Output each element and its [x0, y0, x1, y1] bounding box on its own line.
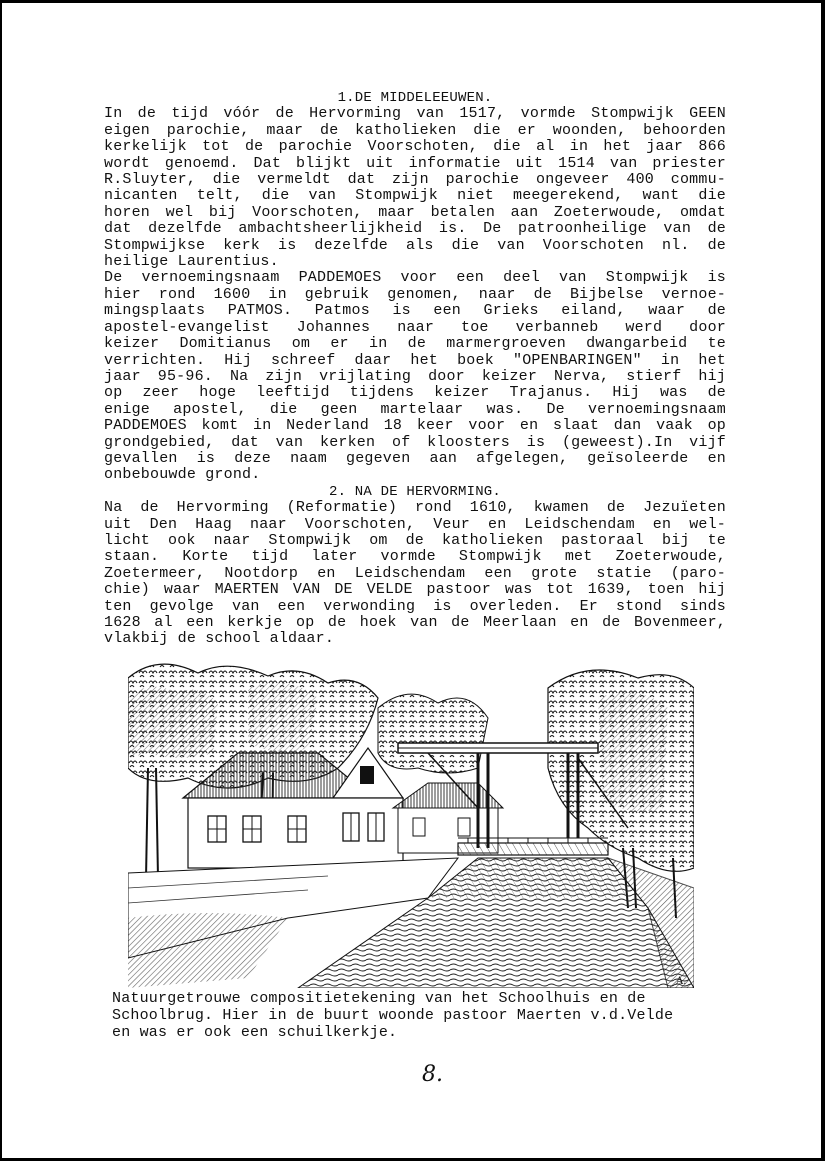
- text-line: 1628 al een kerkje op de hoek van de Meerlaan en de Bovenmeer,: [104, 614, 726, 631]
- text-line: grondgebied, dat van kerken of kloosters is (geweest).In vijf: [104, 433, 726, 451]
- text-line: horen wel bij Voorschoten, maar betalen aan Zoeterwoude, omdat: [104, 203, 726, 221]
- text-line: dat dezelfde ambachtsheerlijkheid is. De patroonheilige van de: [104, 220, 726, 238]
- text-line: mingsplaats PATMOS. Patmos is een Grieks eiland, waar de: [104, 302, 726, 320]
- artist-signature: A.: [676, 976, 687, 987]
- text-line: eigen parochie, maar de katholieken die er woonden, behoorden: [104, 121, 726, 139]
- text-line: vlakbij de school aldaar.: [104, 630, 335, 648]
- text-line: De vernoemingsnaam PADDEMOES voor een deel van Stompwijk is: [104, 269, 726, 287]
- text-line: Zoetermeer, Nootdorp en Leidschendam een grote statie (paro-: [104, 564, 726, 582]
- article-text: [104, 90, 726, 648]
- page-border-left: [0, 0, 2, 1161]
- text-line: op zeer hoge leeftijd tijdens keizer Trajanus. Hij was de: [104, 384, 726, 402]
- text-line: heilige Laurentius.: [104, 253, 279, 271]
- caption-line: en was er ook een schuilkerkje.: [112, 1024, 398, 1041]
- caption-line: Schoolbrug. Hier in de buurt woonde pastoor Maerten v.d.Velde: [112, 1007, 674, 1024]
- caption-line: Natuurgetrouwe compositietekening van het Schoolhuis en de: [112, 990, 646, 1007]
- tree-cluster-right: [548, 670, 694, 871]
- text-line: chie) waar MAERTEN VAN DE VELDE pastoor was tot 1639, toen hij: [104, 581, 726, 599]
- page-border-right: [821, 0, 825, 1161]
- text-line: wordt genoemd. Dat blijkt uit informatie uit 1514 van priester: [104, 154, 726, 172]
- illustration-caption: [112, 990, 712, 1041]
- text-line: onbebouwde grond.: [104, 466, 261, 484]
- text-line: keizer Domitianus om er in de marmergroeven dwangarbeid te: [104, 335, 726, 353]
- section-body-middeleeuwen: [104, 106, 726, 483]
- tree-cluster-center: [378, 694, 488, 773]
- text-line: R.Sluyter, die vermeldt dat zijn parochie ongeveer 400 commu-: [104, 171, 726, 189]
- text-line: apostel-evangelist Johannes naar toe verbanneb werd door: [104, 318, 726, 336]
- text-line: Na de Hervorming (Reformatie) rond 1610, kwamen de Jezuïeten: [104, 499, 726, 517]
- text-line: In de tijd vóór de Hervorming van 1517, vormde Stompwijk GEEN: [104, 105, 726, 123]
- text-line: kerkelijk tot de parochie Voorschoten, die al in het jaar 866: [104, 138, 726, 156]
- section-heading-na-de-hervorming: 2. NA DE HERVORMING.: [328, 483, 502, 500]
- page-border-top: [0, 0, 825, 3]
- text-line: staan. Korte tijd later vormde Stompwijk met Zoeterwoude,: [104, 548, 726, 566]
- text-line: enige apostel, die geen martelaar was. De vernoemingsnaam: [104, 400, 726, 418]
- text-line: gevallen is deze naam gegeven aan afgelegen, geïsoleerde en: [104, 449, 726, 467]
- text-line: uit Den Haag naar Voorschoten, Veur en Leidschendam en wel-: [104, 515, 726, 533]
- text-line: Stompwijkse kerk is dezelfde als die van Voorschoten nl. de: [104, 236, 726, 254]
- text-line: nicanten telt, die van Stompwijk niet meegerekend, want die: [104, 187, 726, 205]
- section-body-na-de-hervorming: [104, 500, 726, 648]
- text-line: ten gevolge van een verwonding is overleden. Er stond sinds: [104, 597, 726, 615]
- page-number: 8.: [422, 1062, 443, 1087]
- text-line: verrichten. Hij schreef daar het boek "OPENBARINGEN" in het: [104, 351, 726, 369]
- text-line: jaar 95-96. Na zijn vrijlating door keizer Nerva, stierf hij: [104, 367, 726, 385]
- text-line: hier rond 1600 in gebruik genomen, naar de Bijbelse vernoe-: [104, 285, 726, 303]
- schoolhuis-schoolbrug-drawing: [128, 658, 694, 988]
- section-heading-middeleeuwen: 1.DE MIDDELEEUWEN.: [337, 90, 493, 106]
- text-line: licht ook naar Stompwijk om de katholieken pastoraal bij te: [104, 531, 726, 549]
- text-line: PADDEMOES komt in Nederland 18 keer voor en slaat dan vaak op: [104, 417, 726, 435]
